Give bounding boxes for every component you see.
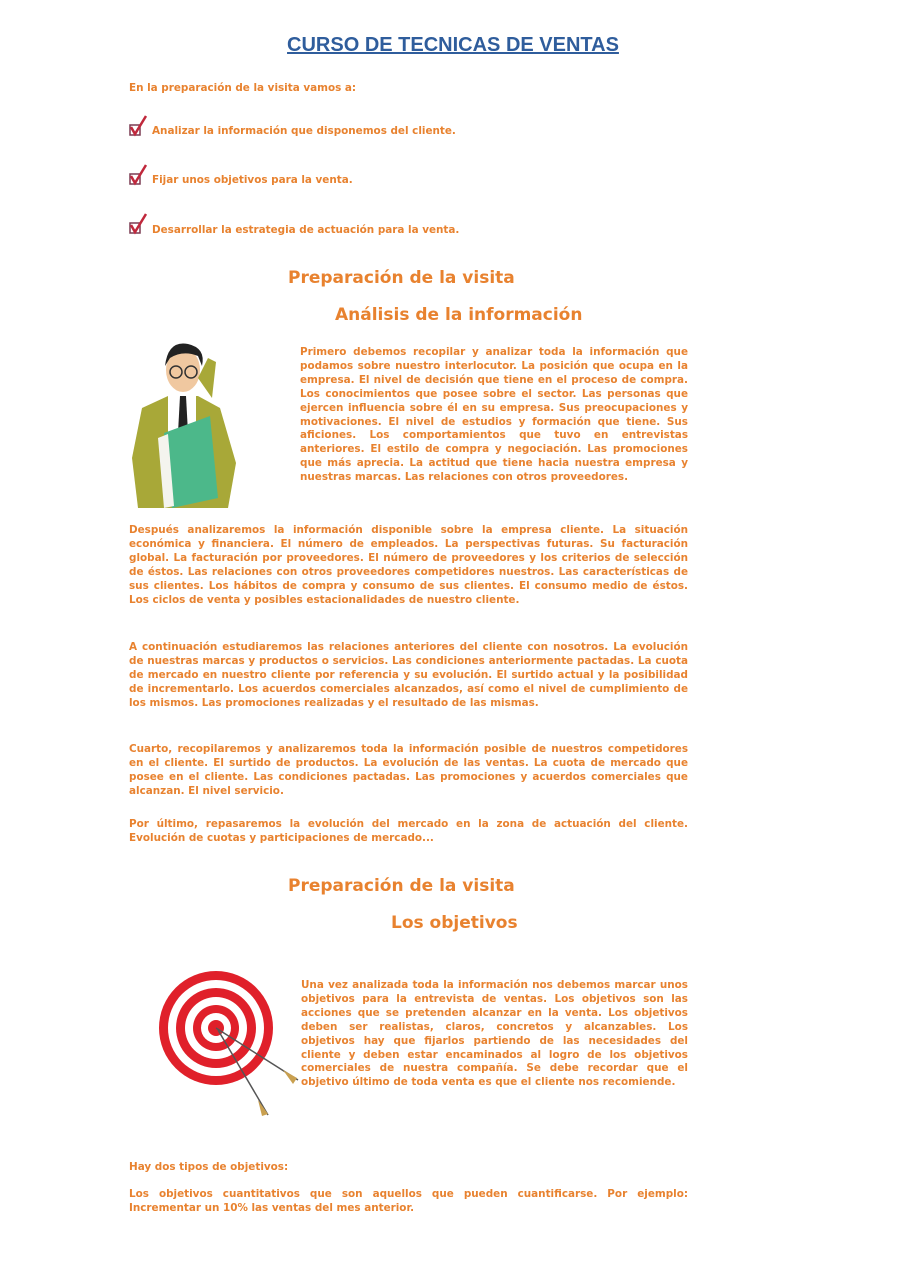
paragraph: A continuación estudiaremos las relaciones anteriores del cliente con nosotros. La evolución de nuestras marcas y productos o servicios. Las condiciones anteriormente pactadas. La cuota de mercado en nuestro cliente por referencia y su evolución. El surtido actual y la posibilidad de incrementarlo. Los acuerdos comerciales alcanzados, así como el nivel de cumplimiento de los mismos. Las promociones realizadas y el resultado de las mismas.: [129, 641, 688, 709]
section-heading: Preparación de la visita: [288, 268, 515, 288]
paragraph: Cuarto, recopilaremos y analizaremos toda la información posible de nuestros competidores en el cliente. El surtido de productos. La evolución de las ventas. La cuota de mercado que posee en el cliente. Las condiciones pactadas. Las promociones y acuerdos comerciales que alcanzan. El nivel servicio.: [129, 743, 688, 797]
checkmark-icon: [129, 115, 149, 137]
bullet-item: Fijar unos objetivos para la venta.: [152, 174, 353, 186]
businessman-reading-illustration: [128, 338, 240, 513]
section-subheading: Los objetivos: [391, 913, 518, 933]
paragraph: Después analizaremos la información disponible sobre la empresa cliente. La situación económica y financiera. El número de empleados. La perspectivas futuras. Su facturación global. La facturación por proveedores. El número de proveedores y los criterios de selección de éstos. Las relaciones con otros proveedores competidores nuestros. Las características de sus clientes. Los hábitos de compra y consumo de sus clientes. El consumo medio de éstos. Los ciclos de venta y posibles estacionalidades de nuestro cliente.: [129, 524, 688, 606]
intro-text: En la preparación de la visita vamos a:: [129, 82, 357, 94]
paragraph: Hay dos tipos de objetivos:: [129, 1161, 289, 1173]
bullet-item: Analizar la información que disponemos del cliente.: [152, 125, 456, 137]
paragraph: Los objetivos cuantitativos que son aquellos que pueden cuantificarse. Por ejemplo: Incrementar un 10% las ventas del mes anterior.: [129, 1188, 688, 1214]
paragraph: Por último, repasaremos la evolución del mercado en la zona de actuación del cliente. Evolución de cuotas y participaciones de mercado...: [129, 818, 688, 844]
page-title: CURSO DE TECNICAS DE VENTAS: [287, 34, 619, 56]
checkmark-icon: [129, 164, 149, 186]
checkmark-icon: [129, 213, 149, 235]
paragraph: Una vez analizada toda la información nos debemos marcar unos objetivos para la entrevista de ventas. Los objetivos son las acciones que se pretenden alcanzar en la venta. Los objetivos deben ser realistas, claros, concretos y alcanzables. Los objetivos hay que fijarlos partiendo de las necesidades del cliente y deben estar encaminados al logro de los objetivos comerciales de nuestra compañía. Se debe recordar que el objetivo último de toda venta es que el cliente nos recomiende.: [301, 979, 688, 1089]
target-with-arrows-illustration: [158, 970, 303, 1120]
section-heading: Preparación de la visita: [288, 876, 515, 896]
paragraph: Primero debemos recopilar y analizar toda la información que podamos sobre nuestro interlocutor. La posición que ocupa en la empresa. El nivel de decisión que tiene en el proceso de compra. Los conocimientos que posee sobre el sector. Las personas que ejercen influencia sobre él en su empresa. Sus preocupaciones y motivaciones. El nivel de estudios y formación que tiene. Sus aficiones. Los comportamientos que tuvo en entrevistas anteriores. El estilo de compra y negociación. Las promociones que más aprecia. La actitud que tiene hacia nuestra empresa y nuestras marcas. Las relaciones con otros proveedores.: [300, 346, 688, 484]
bullet-item: Desarrollar la estrategia de actuación para la venta.: [152, 224, 460, 236]
section-subheading: Análisis de la información: [335, 305, 583, 325]
